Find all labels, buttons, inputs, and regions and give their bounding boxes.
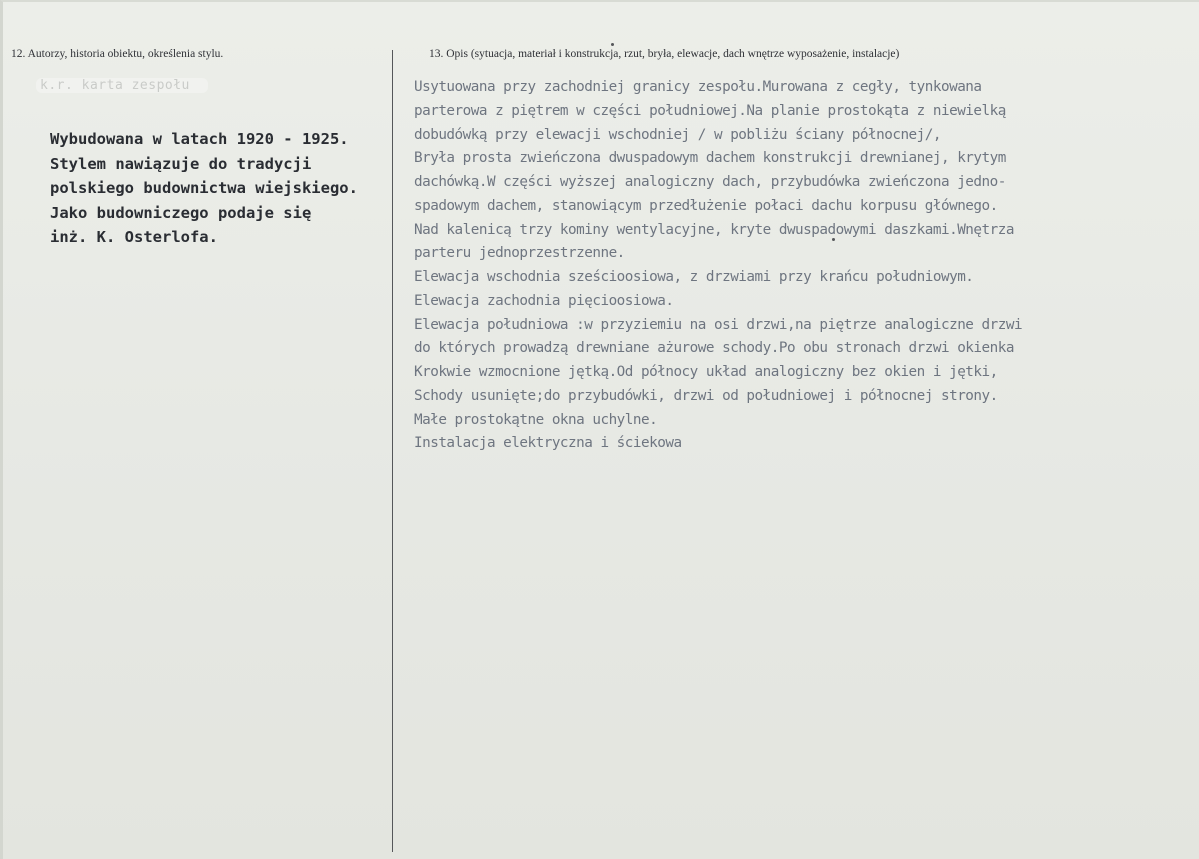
description-text — [414, 76, 1022, 456]
history-line: Stylem nawiązuje do tradycji — [50, 154, 312, 173]
history-line: polskiego budownictwa wiejskiego. — [50, 179, 358, 197]
description-line: Bryła prosta zwieńczona dwuspadowym dachem konstrukcji drewnianej, krytym — [414, 150, 1006, 167]
description-line: Małe prostokątne okna uchylne. — [414, 411, 658, 428]
history-line: Wybudowana w latach 1920 - 1925. — [50, 130, 349, 148]
paper-speck — [832, 238, 835, 241]
paper-speck — [611, 43, 614, 46]
history-line: inż. K. Osterlofa. — [50, 228, 218, 246]
history-text — [50, 127, 358, 250]
description-line: Instalacja elektryczna i ściekowa — [414, 435, 682, 452]
description-line: Schody usunięte;do przybudówki, drzwi od południowej i północnej strony. — [414, 387, 998, 404]
description-line: dobudówką przy elewacji wschodniej / w pobliżu ściany północnej/, — [414, 126, 941, 143]
description-line: Usytuowana przy zachodniej granicy zespołu.Murowana z cegły, tynkowana — [414, 79, 982, 95]
column-divider — [392, 50, 393, 852]
description-line: do których prowadzą drewniane ażurowe schody.Po obu stronach drzwi okienka — [414, 340, 1014, 357]
section-12-header: 12. Autorzy, historia obiektu, określenia stylu. — [11, 48, 224, 60]
description-line: parterowa z piętrem w części południowej.Na planie prostokąta z niewielką — [414, 102, 1006, 119]
description-line: dachówką.W części wyższej analogiczny dach, przybudówka zwieńczona jedno- — [414, 174, 1006, 190]
description-line: parteru jednoprzestrzenne. — [414, 245, 625, 262]
description-line: Nad kalenicą trzy kominy wentylacyjne, kryte dwuspadowymi daszkami.Wnętrza — [414, 221, 1014, 238]
description-line: Elewacja zachodnia pięcioosiowa. — [414, 292, 674, 309]
faded-stamp: k.r. karta zespołu — [36, 78, 208, 93]
description-line: Elewacja wschodnia sześcioosiowa, z drzwiami przy krańcu południowym. — [414, 269, 974, 285]
description-line: Krokwie wzmocnione jętką.Od północy układ analogiczny bez okien i jętki, — [414, 364, 998, 380]
history-line: Jako budowniczego podaje się — [50, 203, 312, 222]
description-line: spadowym dachem, stanowiącym przedłużenie połaci dachu korpusu głównego. — [414, 197, 998, 214]
section-13-header: 13. Opis (sytuacja, materiał i konstrukcja, rzut, bryła, elewacje, dach wnętrze wyposażenie, instalacje) — [429, 48, 900, 60]
description-line: Elewacja południowa :w przyziemiu na osi drzwi,na piętrze analogiczne drzwi — [414, 316, 1023, 333]
